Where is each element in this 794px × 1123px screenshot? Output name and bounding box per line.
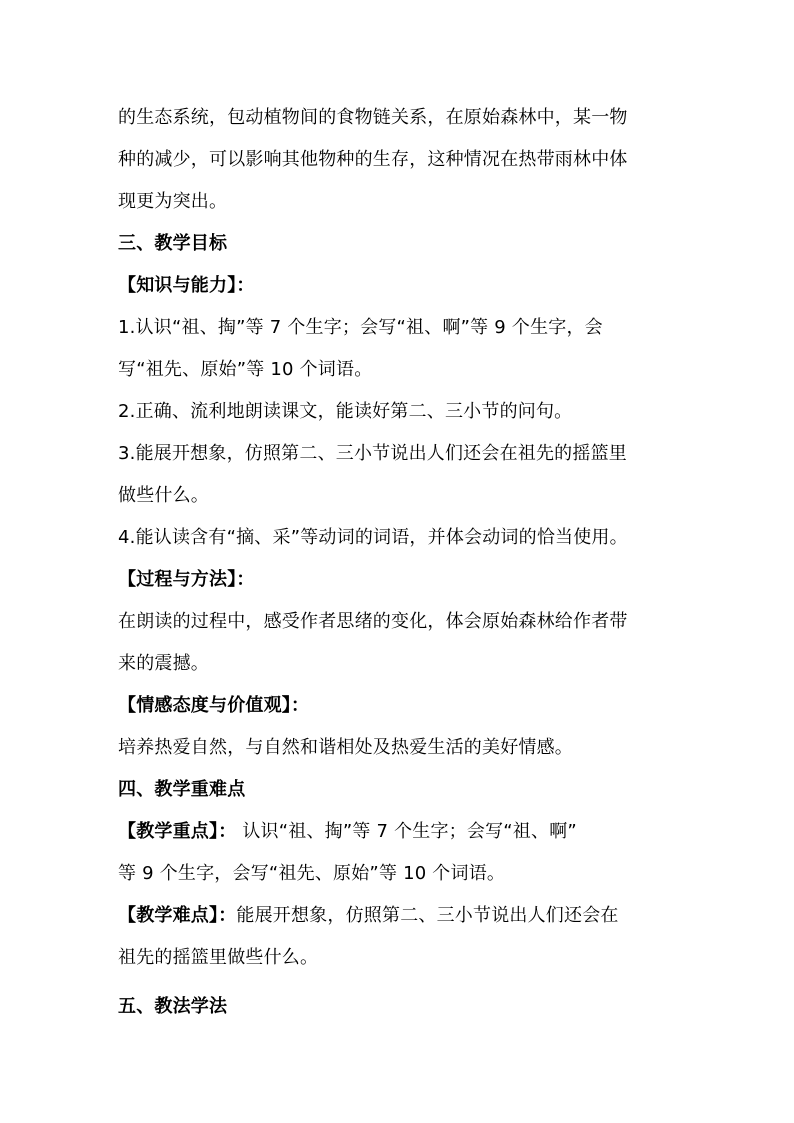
section-5-heading: 五、教法学法 xyxy=(118,996,228,1017)
objective-1-line-1: 1.认识“祖、掏”等 7 个生字；会写“祖、啊”等 9 个生字，会 xyxy=(118,317,603,338)
difficult-point-label: 【教学难点】： xyxy=(118,905,237,926)
process-line-1: 在朗读的过程中，感受作者思绪的变化，体会原始森林给作者带 xyxy=(118,611,628,632)
objective-4: 4.能认读含有“摘、采”等动词的词语，并体会动词的恰当使用。 xyxy=(118,527,628,548)
key-point-line-1 xyxy=(118,819,678,845)
process-line-2: 来的震撼。 xyxy=(118,653,209,674)
intro-line-2: 种的减少，可以影响其他物种的生存，这种情况在热带雨林中体 xyxy=(118,149,628,170)
emotion-line-1: 培养热爱自然，与自然和谐相处及热爱生活的美好情感。 xyxy=(118,737,573,758)
section-4-heading: 四、教学重难点 xyxy=(118,779,246,800)
objective-3-line-1: 3.能展开想象，仿照第二、三小节说出人们还会在祖先的摇篮里 xyxy=(118,443,627,464)
key-point-label: 【教学重点】： xyxy=(118,821,237,842)
key-point-line-2: 等 9 个生字，会写“祖先、原始”等 10 个词语。 xyxy=(118,863,506,884)
difficult-point-text: 能展开想象，仿照第二、三小节说出人们还会在 xyxy=(236,905,619,926)
difficult-point-line-1 xyxy=(118,903,678,929)
objective-3-line-2: 做些什么。 xyxy=(118,485,209,506)
process-method-title: 【过程与方法】： xyxy=(118,569,255,590)
objective-2: 2.正确、流利地朗读课文，能读好第二、三小节的问句。 xyxy=(118,401,573,422)
section-3-heading: 三、教学目标 xyxy=(118,233,228,254)
emotion-values-title: 【情感态度与价值观】： xyxy=(118,695,310,716)
difficult-point-line-2: 祖先的摇篮里做些什么。 xyxy=(118,947,319,968)
objective-1-line-2: 写“祖先、原始”等 10 个词语。 xyxy=(118,359,373,380)
intro-line-3: 现更为突出。 xyxy=(118,191,228,212)
key-point-text: 认识“祖、掏”等 7 个生字；会写“祖、啊” xyxy=(236,821,577,842)
intro-line-1: 的生态系统，包动植物间的食物链关系，在原始森林中，某一物 xyxy=(118,107,628,128)
knowledge-ability-title: 【知识与能力】： xyxy=(118,275,255,296)
